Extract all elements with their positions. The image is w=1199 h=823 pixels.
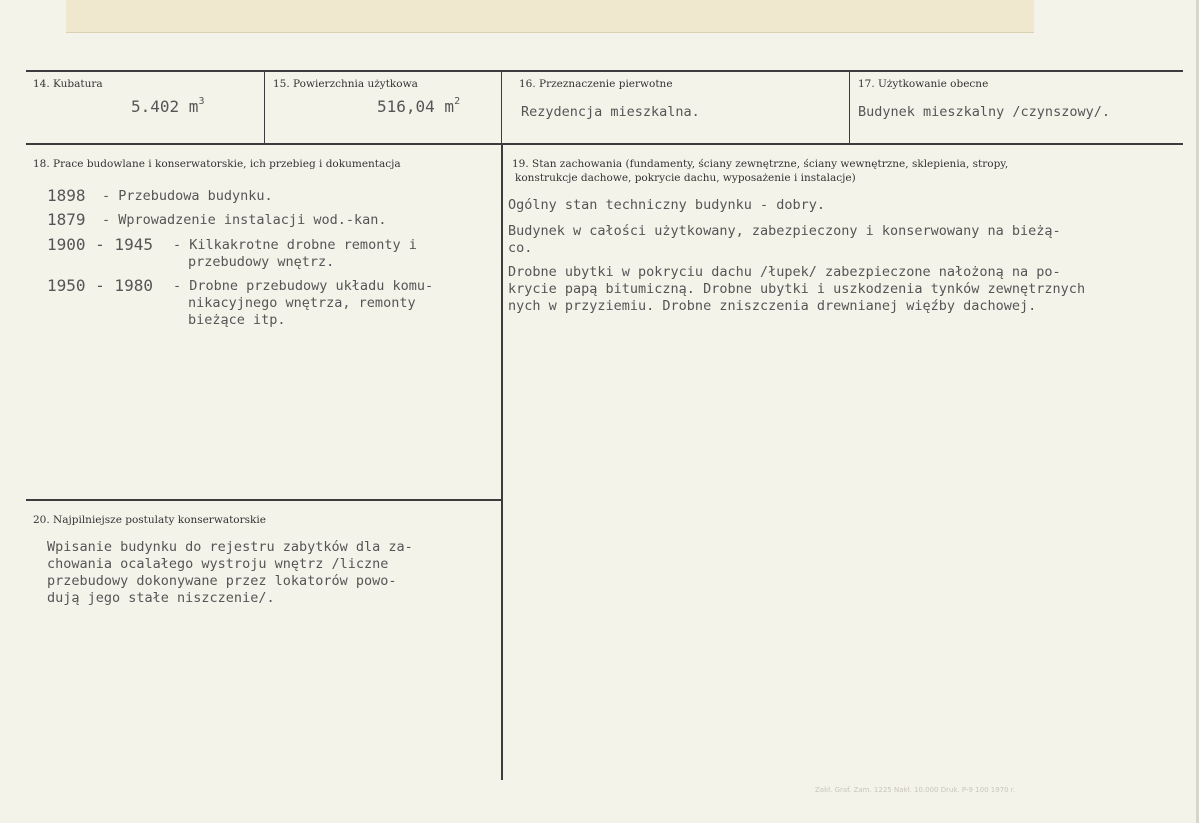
work-text: - Wprowadzenie instalacji wod.-kan. [102,212,387,228]
work-text-cont: nikacyjnego wnętrza, remonty [188,295,416,311]
col-divider-1 [264,71,265,144]
work-text: - Drobne przebudowy układu komu- [173,278,434,294]
kubatura-number: 5.402 m [131,97,199,116]
uzytkowanie-label: 17. Użytkowanie obecne [858,78,989,90]
przeznaczenie-value: Rezydencja mieszkalna. [521,104,700,120]
col-divider-2 [501,71,502,144]
work-date: 1900 - 1945 [47,235,153,254]
postulate-line: chowania ocalałego wystroju wnętrz /liczne [47,556,389,572]
postulate-line: Wpisanie budynku do rejestru zabytków dla za- [47,539,413,555]
powierzchnia-number: 516,04 m [377,97,455,116]
top-border [26,70,1183,72]
postulate-line: dują jego stałe niszczenie/. [47,590,275,606]
powierzchnia-value [377,98,460,115]
stan-zachowania-label-cont: konstrukcje dachowe, pokrycie dachu, wyposażenie i instalacje) [515,172,856,184]
postulate-line: przebudowy dokonywane przez lokatorów powo- [47,573,397,589]
state-line: Drobne ubytki w pokryciu dachu /łupek/ zabezpieczone nałożoną na po- [508,264,1061,280]
col-divider-3 [849,71,850,144]
state-line: Ogólny stan techniczny budynku - dobry. [508,197,825,213]
work-date: 1879 [47,210,86,229]
kubatura-label: 14. Kubatura [33,78,103,90]
przeznaczenie-label: 16. Przeznaczenie pierwotne [519,78,673,90]
adhesive-tape-strip [66,0,1034,33]
work-text-cont: bieżące itp. [188,312,286,328]
printer-imprint: Zakł. Graf. Zam. 1225 Nakł. 10.000 Druk. P-9 100 1970 r. [815,786,1016,794]
uzytkowanie-value: Budynek mieszkalny /czynszowy/. [858,104,1110,120]
section-divider [26,499,501,501]
kubatura-unit-sup: 3 [198,96,205,107]
work-text-cont: przebudowy wnętrz. [188,254,335,270]
stan-zachowania-label: 19. Stan zachowania (fundamenty, ściany zewnętrzne, ściany wewnętrzne, sklepienia, stropy, [512,158,1009,170]
work-text: - Kilkakrotne drobne remonty i [173,237,417,253]
work-date: 1898 [47,186,86,205]
kubatura-value [131,98,204,115]
state-line: krycie papą bitumiczną. Drobne ubytki i uszkodzenia tynków zewnętrznych [508,281,1086,297]
state-line: Budynek w całości użytkowany, zabezpieczony i konserwowany na bieżą- [508,223,1061,239]
main-vertical-divider [501,144,503,780]
state-line: nych w przyziemiu. Drobne zniszczenia drewnianej więźby dachowej. [508,298,1037,314]
state-line: co. [508,240,533,256]
powierzchnia-unit-sup: 2 [454,96,461,107]
prace-label: 18. Prace budowlane i konserwatorskie, ich przebieg i dokumentacja [33,158,401,170]
powierzchnia-label: 15. Powierzchnia użytkowa [273,78,418,90]
row1-bottom-border [26,143,1183,145]
work-date: 1950 - 1980 [47,276,153,295]
postulaty-label: 20. Najpilniejsze postulaty konserwatorskie [33,514,266,526]
work-text: - Przebudowa budynku. [102,188,273,204]
